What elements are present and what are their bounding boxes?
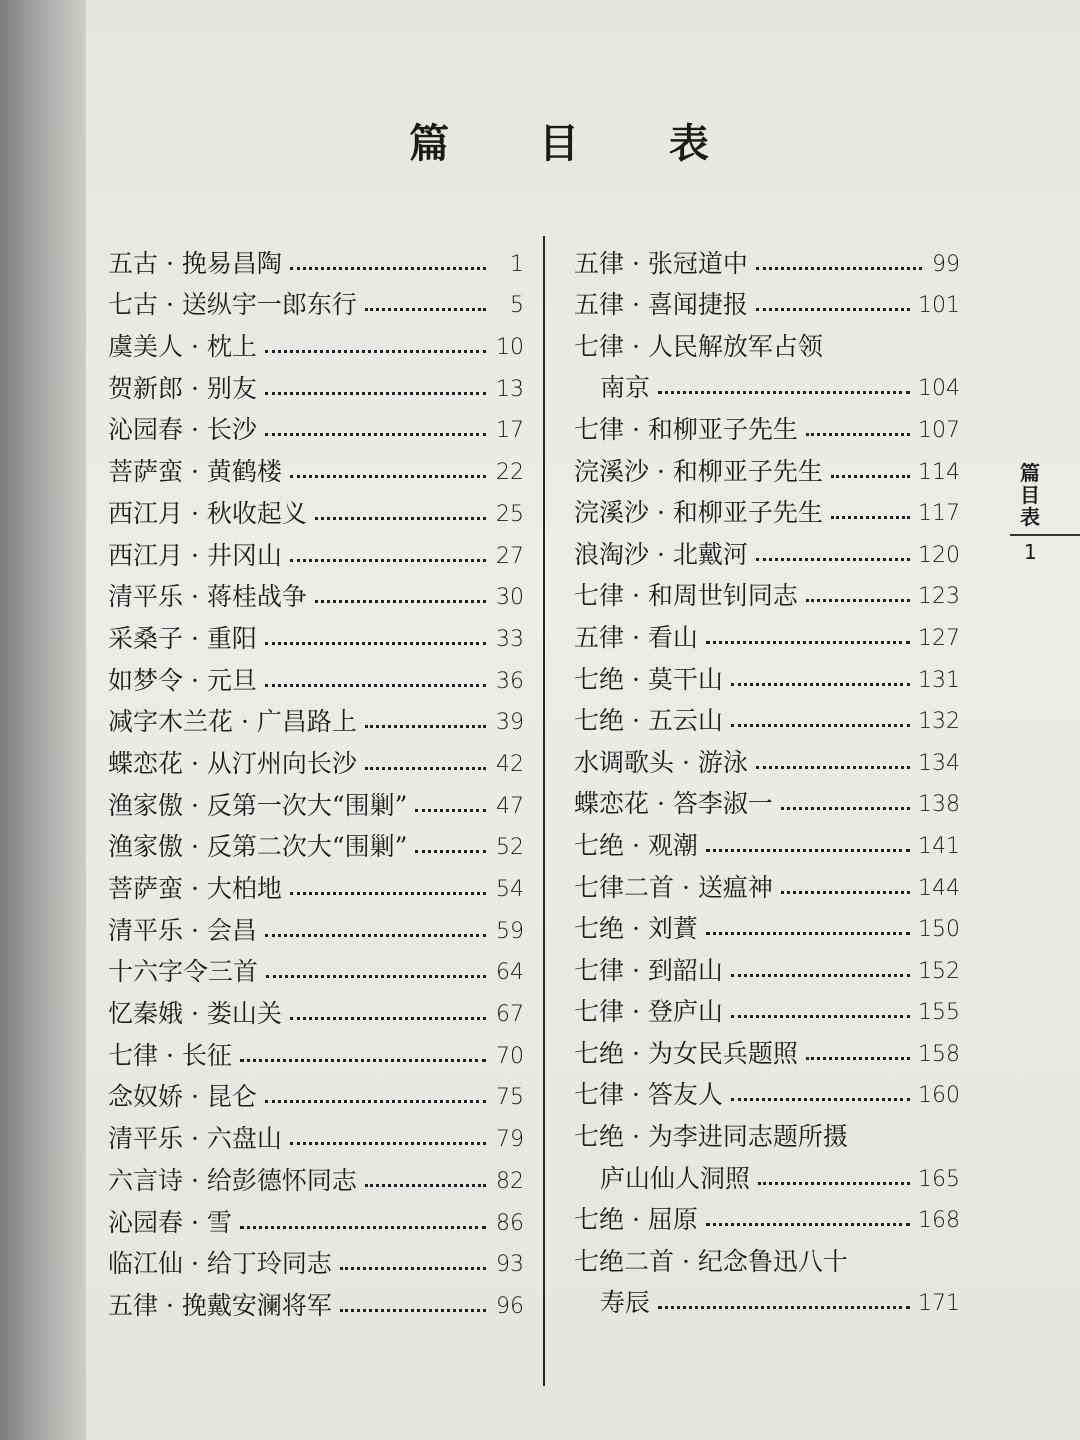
toc-entry [108,484,524,526]
toc-entry-line [108,693,524,735]
toc-page-number: 160 [918,1083,960,1109]
toc-entry [574,567,960,609]
toc-entry [108,776,524,818]
toc-entry [108,943,524,985]
toc-entry-title: 忆秦娥 · 娄山关 [108,999,282,1029]
toc-entry [108,1109,524,1154]
toc-entry-title: 蝶恋花 · 答李淑一 [574,789,773,819]
toc-entry [574,983,960,1025]
toc-entry-line [574,276,960,318]
toc-page-number: 165 [918,1166,960,1192]
toc-page-number: 134 [918,750,960,776]
toc-page-number: 67 [496,1002,524,1028]
toc-page-number: 131 [918,667,960,693]
toc-entry-title: 渔家傲 · 反第一次大“围剿” [108,790,408,820]
toc-entry-line [108,1026,524,1068]
toc-entry-title: 清平乐 · 六盘山 [108,1124,282,1154]
toc-entry [108,1235,524,1277]
toc-entry-line [108,901,524,943]
toc-entry [108,568,524,610]
toc-entry [108,359,524,401]
toc-entry-line [108,943,524,985]
toc-entry-line [574,525,960,567]
toc-entry-line [574,983,960,1025]
toc-entry-line [108,359,524,401]
toc-entry-line [108,1151,524,1193]
toc-entry-title: 渔家傲 · 反第二次大“围剿” [108,832,408,862]
toc-entry [574,775,960,817]
toc-entry-line [574,442,960,484]
dot-leader [290,267,486,270]
toc-entry [574,816,960,858]
toc-entry [574,317,960,403]
dot-leader [265,350,486,353]
dot-leader [415,809,486,812]
toc-entry [574,442,960,484]
dot-leader [806,1057,910,1060]
toc-entry-line [574,484,960,526]
dot-leader [290,559,486,562]
dot-leader [658,391,910,394]
toc-entry-title: 七律 · 和柳亚子先生 [574,414,798,444]
toc-entry-title-continued: 庐山仙人洞照 [600,1163,751,1193]
toc-page-number: 99 [932,251,960,277]
toc-entry-title: 清平乐 · 会昌 [108,915,257,945]
toc-entry-line [108,776,524,818]
toc-page-number: 86 [496,1210,524,1236]
toc-page-number: 64 [496,960,524,986]
dot-leader [240,1226,486,1229]
dot-leader [706,641,910,644]
toc-right-column [574,234,960,1318]
toc-entry [574,608,960,650]
toc-entry-line [574,733,960,775]
toc-entry-line [108,651,524,693]
toc-page-number: 75 [496,1085,524,1111]
toc-entry-title: 七绝 · 刘蕡 [574,914,698,944]
dot-leader [781,891,910,894]
toc-entry-title: 七绝 · 为李进同志题所摄 [574,1122,848,1152]
toc-entry-line [574,234,960,276]
dot-leader [265,433,486,436]
toc-entry [574,276,960,318]
toc-entry-line [108,984,524,1029]
toc-entry [108,1193,524,1235]
toc-entry [108,401,524,443]
dot-leader [731,1098,910,1101]
toc-entry-title: 七律 · 登庐山 [574,997,723,1027]
toc-page-number: 10 [496,335,524,361]
toc-page-number: 132 [918,709,960,735]
dot-leader [340,1267,486,1270]
toc-entry-line [108,859,524,901]
toc-entry-line [574,1066,960,1108]
toc-entry-line [574,608,960,650]
toc-page-number: 168 [918,1208,960,1234]
toc-entry-line [108,317,524,362]
toc-entry [108,1068,524,1110]
toc-page-number: 47 [496,793,524,819]
toc-entry-title: 七绝 · 莫干山 [574,664,723,694]
toc-entry-title: 西江月 · 秋收起义 [108,498,307,528]
toc-entry-line [108,1276,524,1318]
toc-entry [108,609,524,651]
toc-entry-line [108,401,524,443]
toc-entry [108,276,524,318]
dot-leader [340,1309,486,1312]
toc-entry [574,941,960,983]
toc-entry-line [108,1109,524,1154]
toc-entry-title: 西江月 · 井冈山 [108,540,282,570]
dot-leader [831,475,910,478]
toc-page-number: 127 [918,625,960,651]
dot-leader [756,766,910,769]
toc-entry-title: 七律 · 长征 [108,1040,232,1070]
toc-page-number: 27 [496,543,524,569]
toc-entry-title: 七绝 · 为女民兵题照 [574,1038,798,1068]
side-tab-label: 篇目表 [1020,461,1040,529]
toc-entry-title: 沁园春 · 长沙 [108,415,257,445]
toc-entry [108,442,524,487]
toc-entry-title: 五律 · 看山 [574,622,698,652]
toc-entry-title: 七绝二首 · 纪念鲁迅八十 [574,1246,848,1276]
toc-page-number: 104 [918,376,960,402]
toc-entry [574,1107,960,1193]
toc-entry-title: 减字木兰花 · 广昌路上 [108,707,357,737]
dot-leader [731,724,910,727]
toc-page-number: 13 [496,376,524,402]
toc-page-number: 144 [918,875,960,901]
dot-leader [706,932,910,935]
dot-leader [365,725,486,728]
toc-page-number: 171 [918,1291,960,1317]
toc-page-number: 141 [918,833,960,859]
toc-page-number: 70 [496,1043,524,1069]
toc-page-number: 150 [918,917,960,943]
dot-leader [365,1184,486,1187]
toc-entry [108,693,524,735]
toc-entry-line [574,1024,960,1066]
toc-entry-line [574,1274,960,1316]
toc-entry-title: 蝶恋花 · 从汀州向长沙 [108,748,357,778]
dot-leader [265,392,486,395]
toc-entry [574,858,960,900]
toc-entry-title: 浪淘沙 · 北戴河 [574,539,748,569]
toc-entry-title: 七古 · 送纵宇一郎东行 [108,290,357,320]
toc-page-number: 117 [918,501,960,527]
toc-entry-title: 浣溪沙 · 和柳亚子先生 [574,456,823,486]
toc-entry-line [108,484,524,526]
toc-entry [574,900,960,942]
dot-leader [731,1015,910,1018]
toc-entry-title-continued: 寿辰 [600,1288,651,1318]
toc-entry [574,1024,960,1066]
toc-entry [108,234,524,276]
toc-entry [574,692,960,734]
dot-leader [706,849,910,852]
dot-leader [731,683,910,686]
toc-entry-title: 贺新郎 · 别友 [108,373,257,403]
toc-entry-title: 五律 · 喜闻捷报 [574,290,748,320]
toc-entry-title: 七律 · 到韶山 [574,955,723,985]
toc-page-number: 96 [496,1293,524,1319]
toc-entry-title: 七律 · 答友人 [574,1080,723,1110]
toc-entry-line [108,609,524,651]
column-divider [543,236,545,1386]
toc-entry-title: 五律 · 张冠道中 [574,248,748,278]
toc-entry-line [574,400,960,442]
toc-entry-line [574,858,960,900]
toc-entry-line [574,359,960,401]
toc-page-number: 22 [496,460,524,486]
toc-page-number: 39 [496,710,524,736]
dot-leader [315,517,486,520]
toc-entry-title: 七绝 · 五云山 [574,706,723,736]
dot-leader [315,600,486,603]
toc-entry [574,484,960,526]
toc-entry-title: 七绝 · 观潮 [574,830,698,860]
toc-entry [574,1232,960,1318]
toc-entry [108,901,524,943]
toc-page-number: 25 [496,501,524,527]
dot-leader [240,1059,486,1062]
side-tab-page-number: 1 [1024,540,1037,564]
toc-entry-line [108,1235,524,1277]
dot-leader [265,934,486,937]
toc-entry-line [574,1191,960,1233]
toc-entry [574,1066,960,1108]
dot-leader [706,1223,910,1226]
toc-entry-line [108,276,524,318]
page-title: 篇 目 表 [409,121,747,167]
toc-entry [108,1151,524,1193]
toc-entry-title: 念奴娇 · 昆仑 [108,1082,257,1112]
toc-entry-line [574,816,960,858]
toc-entry-title: 五律 · 挽戴安澜将军 [108,1290,332,1320]
toc-entry-title: 采桑子 · 重阳 [108,623,257,653]
toc-entry [574,234,960,276]
toc-entry-title: 十六字令三首 [108,957,259,987]
toc-entry-title: 菩萨蛮 · 大柏地 [108,874,282,903]
toc-entry-line [574,941,960,983]
toc-page-number: 30 [496,585,524,611]
toc-entry [574,650,960,692]
dot-leader [756,308,910,311]
toc-entry [108,1026,524,1068]
toc-entry [108,1276,524,1318]
dot-leader [806,433,910,436]
toc-entry [108,734,524,776]
toc-entry-line [108,526,524,568]
toc-page-number: 101 [918,293,960,319]
toc-entry [108,526,524,568]
toc-entry-title: 沁园春 · 雪 [108,1207,232,1237]
toc-page-number: 36 [496,668,524,694]
dot-leader [806,599,910,602]
toc-entry-line [108,442,524,487]
dot-leader [290,1017,486,1020]
toc-page-number: 59 [496,918,524,944]
toc-entry-line [108,734,524,776]
toc-entry-title: 五古 · 挽易昌陶 [108,248,282,278]
toc-entry [108,818,524,860]
toc-page-number: 54 [496,877,524,902]
toc-page-number: 17 [496,418,524,444]
toc-page-number: 79 [496,1127,524,1153]
toc-entry-title: 七律二首 · 送瘟神 [574,872,773,902]
toc-page-number: 155 [918,1000,960,1026]
toc-entry-line [108,234,524,276]
toc-entry-title: 水调歌头 · 游泳 [574,747,748,777]
toc-entry-line [574,317,960,359]
toc-page-number: 114 [918,459,960,485]
book-gutter-shadow [0,0,90,1440]
dot-leader [265,684,486,687]
toc-entry-title: 临江仙 · 给丁玲同志 [108,1249,332,1279]
toc-page-number: 1 [510,251,524,277]
dot-leader [265,642,486,645]
toc-entry-line [574,650,960,692]
dot-leader [415,850,486,853]
toc-entry-title: 七律 · 人民解放军占领 [574,331,823,361]
toc-entry-title: 如梦令 · 元旦 [108,665,257,695]
toc-entry [574,1191,960,1233]
side-tab [1010,462,1080,564]
toc-entry [574,400,960,442]
dot-leader [265,1100,486,1103]
toc-entry-line [108,1068,524,1110]
toc-entry [574,525,960,567]
toc-entry [108,984,524,1029]
dot-leader [756,267,922,270]
toc-page-number: 52 [496,835,524,861]
toc-page-number: 120 [918,542,960,568]
toc-page-number: 5 [510,293,524,319]
dot-leader [290,1142,486,1145]
toc-entry-line [108,1193,524,1235]
dot-leader [365,308,486,311]
toc-entry-line [108,568,524,610]
dot-leader [831,516,910,519]
toc-entry-line [574,900,960,942]
toc-entry-line [574,692,960,734]
toc-page-number: 93 [496,1252,524,1278]
dot-leader [781,807,910,810]
toc-page-number: 152 [918,958,960,984]
dot-leader [758,1182,910,1185]
toc-left-column [108,234,524,1318]
toc-entry-title: 菩萨蛮 · 黄鹤楼 [108,457,282,487]
toc-page-number: 138 [918,792,960,818]
dot-leader [658,1306,910,1309]
toc-entry [108,859,524,901]
toc-entry-title: 七律 · 和周世钊同志 [574,581,798,611]
toc-entry [108,317,524,362]
toc-entry-line [108,818,524,860]
toc-entry-line [574,1149,960,1191]
toc-entry [108,651,524,693]
dot-leader [266,975,486,978]
toc-page-number: 123 [918,584,960,610]
toc-page-number: 82 [496,1168,524,1194]
toc-page-number: 107 [918,417,960,443]
toc-entry-title: 虞美人 · 枕上 [108,332,257,362]
toc-entry-line [574,567,960,609]
toc-entry-title: 清平乐 · 蒋桂战争 [108,582,307,612]
dot-leader [756,558,910,561]
dot-leader [290,892,486,895]
toc-entry-title: 浣溪沙 · 和柳亚子先生 [574,498,823,528]
dot-leader [365,767,486,770]
toc-entry-line [574,1232,960,1274]
toc-entry-title: 六言诗 · 给彭德怀同志 [108,1165,357,1195]
side-tab-rule [1010,534,1080,536]
toc-entry-line [574,775,960,817]
toc-entry-line [574,1107,960,1152]
dot-leader [290,475,486,478]
toc-entry [574,733,960,775]
toc-entry-title: 七绝 · 屈原 [574,1205,698,1235]
dot-leader [731,974,910,977]
toc-entry-title-continued: 南京 [600,373,651,403]
toc-page-number: 33 [496,626,524,652]
toc-page-number: 42 [496,751,524,777]
toc-page-number: 158 [918,1041,960,1067]
